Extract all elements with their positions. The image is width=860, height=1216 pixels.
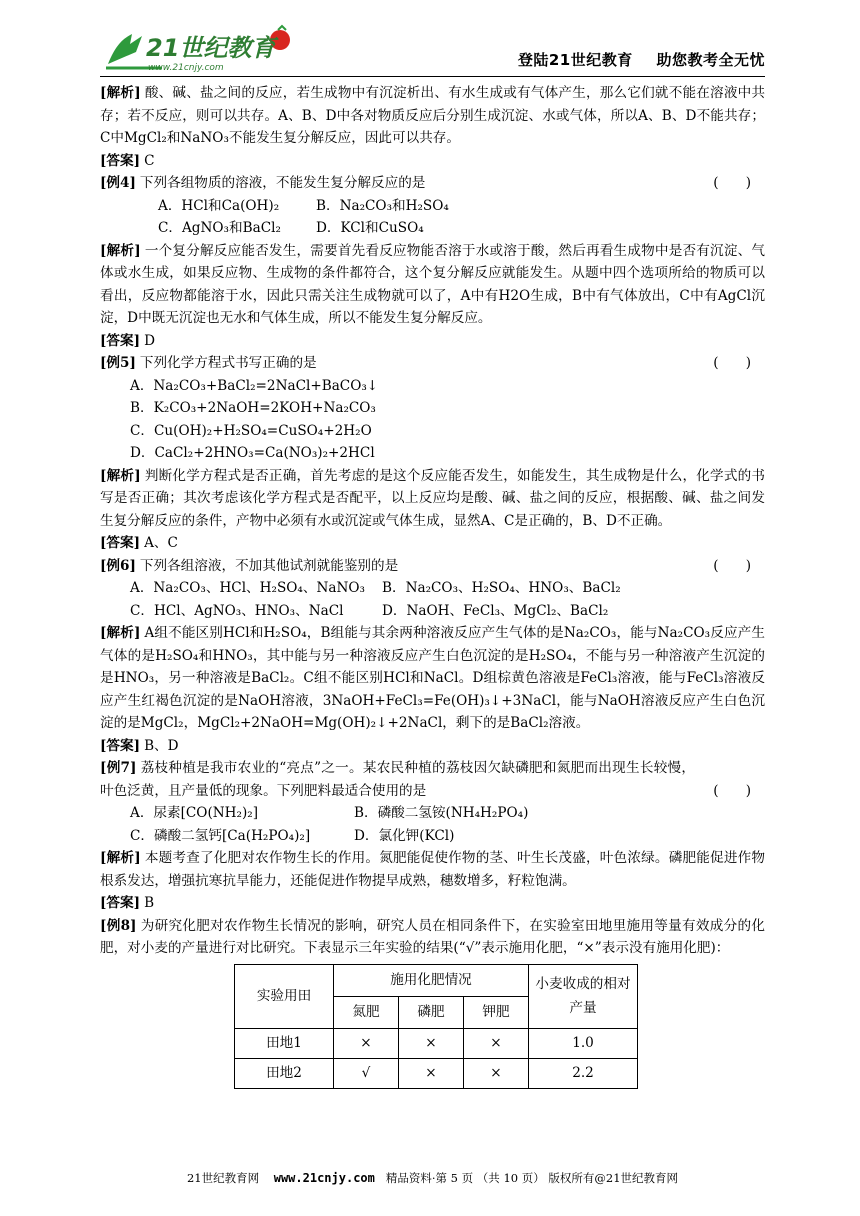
ex5-option-b: B．K₂CO₃+2NaOH=2KOH+Na₂CO₃ <box>130 400 376 416</box>
slogan-1: 登陆21世纪教育 <box>517 51 633 69</box>
logo <box>102 24 302 74</box>
cell-p: × <box>399 1058 464 1088</box>
th-yield: 小麦收成的相对产量 <box>529 964 638 1028</box>
ex4-options-row1: A．HCl和Ca(OH)₂ B．Na₂CO₃和H₂SO₄ <box>158 197 449 214</box>
footer-url[interactable]: www.21cnjy.com <box>273 1171 375 1185</box>
cell-yield: 1.0 <box>529 1028 638 1058</box>
ex7-options-row1: A．尿素[CO(NH₂)₂] B．磷酸二氢铵(NH₄H₂PO₄) <box>130 805 529 821</box>
table-row <box>235 1028 638 1058</box>
th-fertilizer-group: 施用化肥情况 <box>334 964 529 996</box>
ex7-answer: [答案] B <box>100 895 155 911</box>
ex4-options-row2: C．AgNO₃和BaCl₂ D．KCl和CuSO₄ <box>158 220 424 236</box>
page-footer <box>100 1170 765 1186</box>
ex7-analysis: [解析] 本题考查了化肥对农作物生长的作用。氮肥能促使作物的茎、叶生长茂盛，叶色浓绿。磷肥能促进作物根系发达，增强抗寒抗旱能力，还能促进作物提早成熟，穗数增多，籽粒饱满。 <box>100 850 765 889</box>
th-field: 实验用田 <box>235 964 334 1028</box>
block1-answer: [答案] C <box>100 152 155 169</box>
fertilizer-table <box>234 964 638 1089</box>
header-slogan <box>500 49 765 70</box>
ex5-option-a: A．Na₂CO₃+BaCl₂=2NaCl+BaCO₃↓ <box>130 377 379 394</box>
th-phosphorus: 磷肥 <box>399 996 464 1028</box>
cell-n: √ <box>334 1058 399 1088</box>
page-content <box>100 82 765 1089</box>
footer-right: 精品资料·第 5 页 （共 10 页） 版权所有@21世纪教育网 <box>385 1171 679 1185</box>
table-row <box>235 1058 638 1088</box>
th-nitrogen: 氮肥 <box>334 996 399 1028</box>
ex8-question: [例8] 为研究化肥对农作物生长情况的影响，研究人员在相同条件下，在实验室田地里施用等量有效成分的化肥，对小麦的产量进行对比研究。下表显示三年实验的结果(“√”表示施用化肥，“×”表示没有施用化肥)： <box>100 917 765 956</box>
cell-yield: 2.2 <box>529 1058 638 1088</box>
ex4-answer: [答案] D <box>100 332 155 349</box>
ex5-answer: [答案] A、C <box>100 535 178 551</box>
ex4-analysis: [解析] 一个复分解反应能否发生，需要首先看反应物能否溶于水或溶于酸，然后再看生成物中是否有沉淀、气体或水生成，如果反应物、生成物的条件都符合，这个复分解反应就能发生。从题中四个选项所给的物质可以看出，反应物都能溶于水，因此只需关注生成物就可以了，A中有H2O生成，B中有气体放出，C中有AgCl沉淀，D中既无沉淀也无水和气体生成，所以不能发生复分解反应。 <box>100 242 765 326</box>
footer-left: 21世纪教育网 <box>186 1171 260 1185</box>
cell-p: × <box>399 1028 464 1058</box>
ex5-option-c: C．Cu(OH)₂+H₂SO₄=CuSO₄+2H₂O <box>130 422 372 439</box>
ex5-question: [例5] 下列化学方程式书写正确的是 ( ) <box>100 355 751 371</box>
ex6-answer: [答案] B、D <box>100 737 179 754</box>
page-header <box>100 18 765 77</box>
ex5-analysis: [解析] 判断化学方程式是否正确，首先考虑的是这个反应能否发生，如能发生，其生成物是什么，化学式的书写是否正确；其次考虑该化学方程式是否配平，以上反应均是酸、碱、盐之间的反应，根据酸、碱、盐之间发生复分解反应的条件，产物中必须有水或沉淀或气体生成，显然A、C是正确的，B、D不正确。 <box>100 467 765 529</box>
cell-field: 田地2 <box>235 1058 334 1088</box>
ex7-options-row2: C．磷酸二氢钙[Ca(H₂PO₄)₂] D．氯化钾(KCl) <box>130 827 455 844</box>
ex7-question: [例7] 荔枝种植是我市农业的“亮点”之一。某农民种植的荔枝因欠缺磷肥和氮肥而出现生长较慢，叶色泛黄，且产量低的现象。下列肥料最适合使用的是 ( ) <box>100 760 751 799</box>
ex6-question: [例6] 下列各组溶液，不加其他试剂就能鉴别的是 ( ) <box>100 557 751 574</box>
cell-n: × <box>334 1028 399 1058</box>
ex4-question: [例4] 下列各组物质的溶液，不能发生复分解反应的是 ( ) <box>100 175 751 191</box>
slogan-2: 助您教考全无忧 <box>656 51 765 69</box>
ex6-options-row1: A．Na₂CO₃、HCl、H₂SO₄、NaNO₃ B．Na₂CO₃、H₂SO₄、HNO₃、BaCl₂ <box>130 580 621 596</box>
ex5-option-d: D．CaCl₂+2HNO₃=Ca(NO₃)₂+2HCl <box>130 445 375 461</box>
ex6-options-row2: C．HCl、AgNO₃、HNO₃、NaCl D．NaOH、FeCl₃、MgCl₂、BaCl₂ <box>130 602 609 619</box>
cell-field: 田地1 <box>235 1028 334 1058</box>
block1-analysis: [解析] 酸、碱、盐之间的反应，若生成物中有沉淀析出、有水生成或有气体产生，那么它们就不能在溶液中共存；若不反应，则可以共存。A、B、D中各对物质反应后分别生成沉淀、水或气体，所以A、B、D不能共存；C中MgCl₂和NaNO₃不能发生复分解反应，因此可以共存。 <box>100 85 765 146</box>
logo-text: 21世纪教育 <box>146 34 276 62</box>
logo-url: www.21cnjy.com <box>148 63 224 73</box>
cell-k: × <box>464 1058 529 1088</box>
th-potassium: 钾肥 <box>464 996 529 1028</box>
ex6-analysis: [解析] A组不能区别HCl和H₂SO₄，B组能与其余两种溶液反应产生气体的是Na₂CO₃，能与Na₂CO₃反应产生气体的是H₂SO₄和HNO₃，其中能与另一种溶液反应产生白色沉淀的是H₂SO₄，不能与另一种溶液产生沉淀的是HNO₃，另一种溶液是BaCl₂。C组不能区别HCl和NaCl。D组棕黄色溶液是FeCl₃溶液，能与FeCl₃溶液反应产生红褐色沉淀的是NaOH溶液，3NaOH+FeCl₃=Fe(OH)₃↓+3NaCl，能与NaOH溶液反应产生白色沉淀的是MgCl₂，MgCl₂+2NaOH=Mg(OH)₂↓+2NaCl，剩下的是BaCl₂溶液。 <box>100 625 765 731</box>
cell-k: × <box>464 1028 529 1058</box>
